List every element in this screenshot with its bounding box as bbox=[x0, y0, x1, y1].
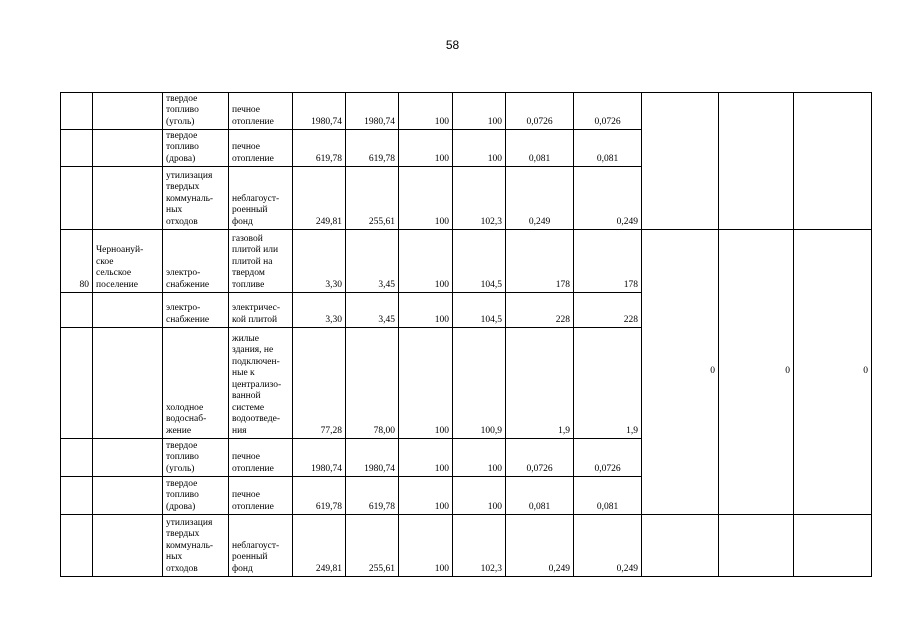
cell-settlement bbox=[93, 130, 163, 167]
cell-coef-2: 0,081 bbox=[574, 130, 642, 167]
cell-value-2: 78,00 bbox=[346, 328, 399, 439]
cell-value-2: 619,78 bbox=[346, 130, 399, 167]
cell-category: газовой плитой или плитой на твердом топливе bbox=[229, 230, 293, 293]
cell-coef-2: 228 bbox=[574, 293, 642, 328]
cell-settlement bbox=[93, 93, 163, 130]
cell-coef-1: 0,0726 bbox=[506, 439, 574, 477]
tariff-table bbox=[60, 92, 872, 577]
cell-summary-empty bbox=[642, 515, 719, 577]
cell-summary-2: 0 bbox=[719, 230, 794, 515]
cell-coef-2: 0,0726 bbox=[574, 439, 642, 477]
cell-resource: твердое топливо (дрова) bbox=[163, 477, 229, 515]
cell-index bbox=[61, 167, 93, 230]
cell-percent-2: 100 bbox=[453, 130, 506, 167]
cell-summary-empty bbox=[794, 93, 872, 230]
cell-settlement bbox=[93, 477, 163, 515]
cell-coef-1: 228 bbox=[506, 293, 574, 328]
cell-resource: твердое топливо (уголь) bbox=[163, 93, 229, 130]
cell-category: жилые здания, не подключен- ные к централизо- ванной системе водоотведе- ния bbox=[229, 328, 293, 439]
cell-value-2: 1980,74 bbox=[346, 439, 399, 477]
cell-index: 80 bbox=[61, 230, 93, 293]
cell-percent-1: 100 bbox=[399, 515, 453, 577]
cell-coef-1: 0,249 bbox=[506, 167, 574, 230]
cell-settlement bbox=[93, 515, 163, 577]
cell-percent-2: 100 bbox=[453, 93, 506, 130]
cell-coef-2: 0,249 bbox=[574, 167, 642, 230]
cell-value-2: 255,61 bbox=[346, 167, 399, 230]
cell-summary-empty bbox=[719, 515, 794, 577]
cell-summary-3: 0 bbox=[794, 230, 872, 515]
cell-index bbox=[61, 328, 93, 439]
cell-settlement bbox=[93, 439, 163, 477]
cell-index bbox=[61, 515, 93, 577]
cell-value-1: 249,81 bbox=[293, 167, 346, 230]
cell-summary-empty bbox=[642, 93, 719, 230]
table-row bbox=[61, 230, 872, 293]
cell-category: печное отопление bbox=[229, 477, 293, 515]
cell-coef-1: 0,081 bbox=[506, 130, 574, 167]
cell-index bbox=[61, 130, 93, 167]
cell-value-1: 77,28 bbox=[293, 328, 346, 439]
cell-percent-1: 100 bbox=[399, 328, 453, 439]
cell-resource: утилизация твердых коммуналь- ных отходов bbox=[163, 515, 229, 577]
cell-value-2: 3,45 bbox=[346, 293, 399, 328]
cell-summary-empty bbox=[719, 93, 794, 230]
cell-category: печное отопление bbox=[229, 93, 293, 130]
cell-category: неблагоуст- роенный фонд bbox=[229, 167, 293, 230]
cell-value-1: 249,81 bbox=[293, 515, 346, 577]
cell-percent-1: 100 bbox=[399, 439, 453, 477]
cell-category: электричес- кой плитой bbox=[229, 293, 293, 328]
cell-value-1: 3,30 bbox=[293, 230, 346, 293]
cell-coef-1: 1,9 bbox=[506, 328, 574, 439]
cell-value-1: 1980,74 bbox=[293, 439, 346, 477]
cell-index bbox=[61, 93, 93, 130]
cell-settlement: Черноануй- ское сельское поселение bbox=[93, 230, 163, 293]
cell-percent-2: 102,3 bbox=[453, 167, 506, 230]
cell-value-1: 619,78 bbox=[293, 130, 346, 167]
cell-coef-2: 1,9 bbox=[574, 328, 642, 439]
cell-percent-1: 100 bbox=[399, 130, 453, 167]
cell-percent-1: 100 bbox=[399, 167, 453, 230]
cell-coef-1: 0,0726 bbox=[506, 93, 574, 130]
cell-coef-1: 0,081 bbox=[506, 477, 574, 515]
cell-category: печное отопление bbox=[229, 130, 293, 167]
cell-percent-2: 104,5 bbox=[453, 230, 506, 293]
cell-value-1: 1980,74 bbox=[293, 93, 346, 130]
cell-index bbox=[61, 477, 93, 515]
cell-value-2: 3,45 bbox=[346, 230, 399, 293]
cell-coef-1: 178 bbox=[506, 230, 574, 293]
cell-settlement bbox=[93, 167, 163, 230]
cell-percent-1: 100 bbox=[399, 293, 453, 328]
page-number: 58 bbox=[445, 38, 460, 52]
cell-settlement bbox=[93, 293, 163, 328]
cell-resource: электро- снабжение bbox=[163, 293, 229, 328]
cell-coef-1: 0,249 bbox=[506, 515, 574, 577]
cell-category: неблагоуст- роенный фонд bbox=[229, 515, 293, 577]
cell-settlement bbox=[93, 328, 163, 439]
cell-value-1: 619,78 bbox=[293, 477, 346, 515]
cell-coef-2: 0,0726 bbox=[574, 93, 642, 130]
cell-resource: утилизация твердых коммуналь- ных отходов bbox=[163, 167, 229, 230]
cell-percent-2: 100,9 bbox=[453, 328, 506, 439]
cell-percent-2: 100 bbox=[453, 439, 506, 477]
cell-resource: твердое топливо (уголь) bbox=[163, 439, 229, 477]
cell-percent-2: 100 bbox=[453, 477, 506, 515]
cell-coef-2: 0,249 bbox=[574, 515, 642, 577]
cell-percent-2: 102,3 bbox=[453, 515, 506, 577]
cell-percent-1: 100 bbox=[399, 93, 453, 130]
cell-value-2: 1980,74 bbox=[346, 93, 399, 130]
cell-value-2: 255,61 bbox=[346, 515, 399, 577]
cell-coef-2: 0,081 bbox=[574, 477, 642, 515]
cell-percent-2: 104,5 bbox=[453, 293, 506, 328]
cell-value-2: 619,78 bbox=[346, 477, 399, 515]
cell-coef-2: 178 bbox=[574, 230, 642, 293]
cell-category: печное отопление bbox=[229, 439, 293, 477]
cell-resource: твердое топливо (дрова) bbox=[163, 130, 229, 167]
cell-resource: электро- снабжение bbox=[163, 230, 229, 293]
cell-value-1: 3,30 bbox=[293, 293, 346, 328]
cell-index bbox=[61, 293, 93, 328]
cell-resource: холодное водоснаб- жение bbox=[163, 328, 229, 439]
cell-summary-1: 0 bbox=[642, 230, 719, 515]
table-row bbox=[61, 93, 872, 130]
cell-index bbox=[61, 439, 93, 477]
cell-percent-1: 100 bbox=[399, 477, 453, 515]
cell-summary-empty bbox=[794, 515, 872, 577]
table-row bbox=[61, 515, 872, 577]
cell-percent-1: 100 bbox=[399, 230, 453, 293]
